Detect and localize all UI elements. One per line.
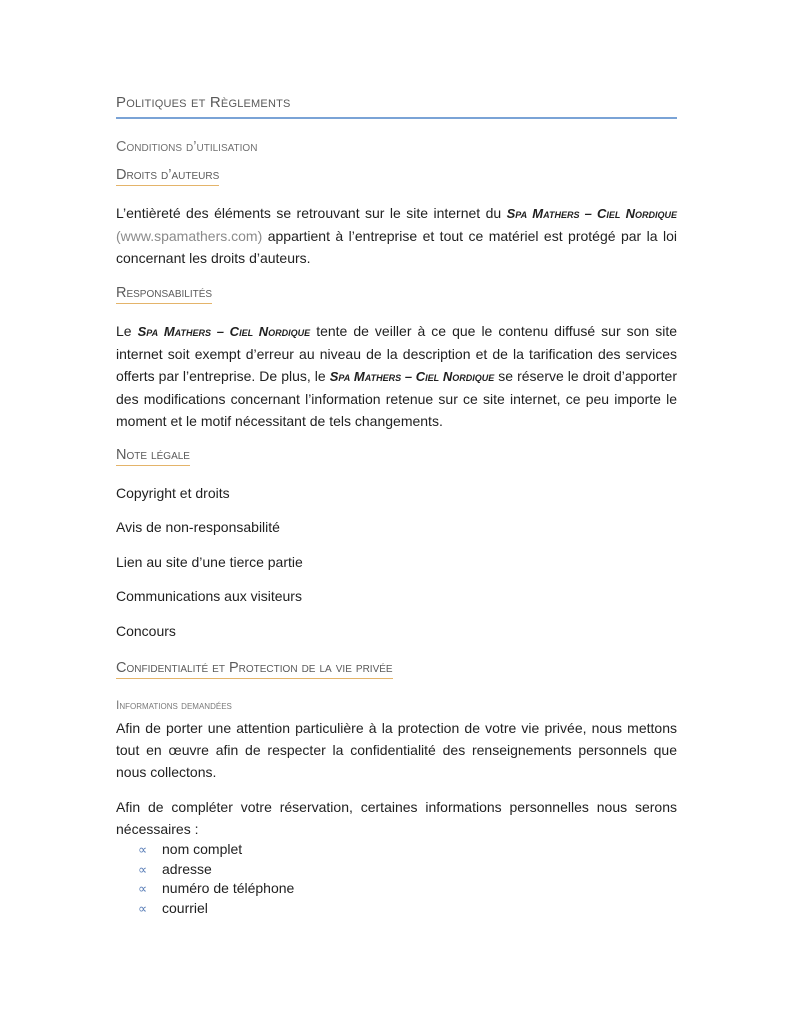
droits-paragraph	[116, 202, 677, 269]
info-paragraph-1: Afin de porter une attention particulière à la protection de votre vie privée, nous mettons tout en œuvre afin de respecter la confidentialité des renseignements personnels que nous collectons.	[116, 720, 677, 780]
bullet-icon: ∝	[138, 881, 148, 896]
note-item: Lien au site d’une tierce partie	[116, 554, 303, 570]
page-title: Politiques et Règlements	[116, 94, 677, 119]
brand-name: Spa Mathers – Ciel Nordique	[137, 324, 311, 339]
note-item: Communications aux visiteurs	[116, 588, 302, 604]
list-item-label: nom complet	[162, 841, 243, 857]
note-item: Concours	[116, 623, 176, 639]
list-item	[138, 860, 294, 880]
info-paragraph-2: Afin de compléter votre réservation, certaines informations personnelles nous serons nécessaires :	[116, 799, 677, 837]
section-heading-droits: Droits d’auteurs	[116, 166, 219, 186]
resp-text-3: se réserve le droit d’apporter des modifications concernant l’information retenue sur ce site internet, ce peu importe le moment et le motif nécessitant de tels changements.	[116, 368, 677, 429]
bullet-icon: ∝	[138, 861, 148, 877]
note-item: Copyright et droits	[116, 485, 230, 501]
list-item	[138, 840, 294, 860]
section-heading-confidentialite: Confidentialité et Protection de la vie privée	[116, 659, 393, 679]
brand-name: Spa Mathers – Ciel Nordique	[329, 369, 495, 384]
subheading-informations: Informations demandées	[116, 698, 232, 712]
list-item	[138, 899, 294, 919]
section-heading-note: Note légale	[116, 446, 190, 466]
resp-text-1: Le	[116, 323, 138, 339]
website-url: (www.spamathers.com)	[116, 228, 263, 244]
section-heading-responsabilites: Responsabilités	[116, 284, 212, 304]
droits-text-after: appartient à l’entreprise et tout ce matériel est protégé par la loi concernant les droits d’auteurs.	[116, 228, 677, 266]
list-item-label: numéro de téléphone	[162, 880, 295, 896]
bullet-icon: ∝	[138, 900, 148, 916]
list-item-label: courriel	[162, 899, 208, 916]
note-item: Avis de non-responsabilité	[116, 519, 280, 535]
list-item-label: adresse	[162, 860, 212, 877]
section-heading-conditions: Conditions d’utilisation	[116, 139, 258, 155]
bullet-icon: ∝	[138, 842, 148, 857]
resp-text-2: tente de veiller à ce que le contenu diffusé sur son site internet soit exempt d’erreur au niveau de la description et de la tarification des services offerts par l’entreprise. De plus, le	[116, 323, 677, 384]
list-item	[138, 879, 294, 899]
droits-text-before: L’entièreté des éléments se retrouvant sur le site internet du	[116, 205, 507, 221]
brand-name: Spa Mathers – Ciel Nordique	[506, 206, 677, 221]
personal-info-list	[138, 840, 294, 918]
responsabilites-paragraph	[116, 320, 677, 432]
